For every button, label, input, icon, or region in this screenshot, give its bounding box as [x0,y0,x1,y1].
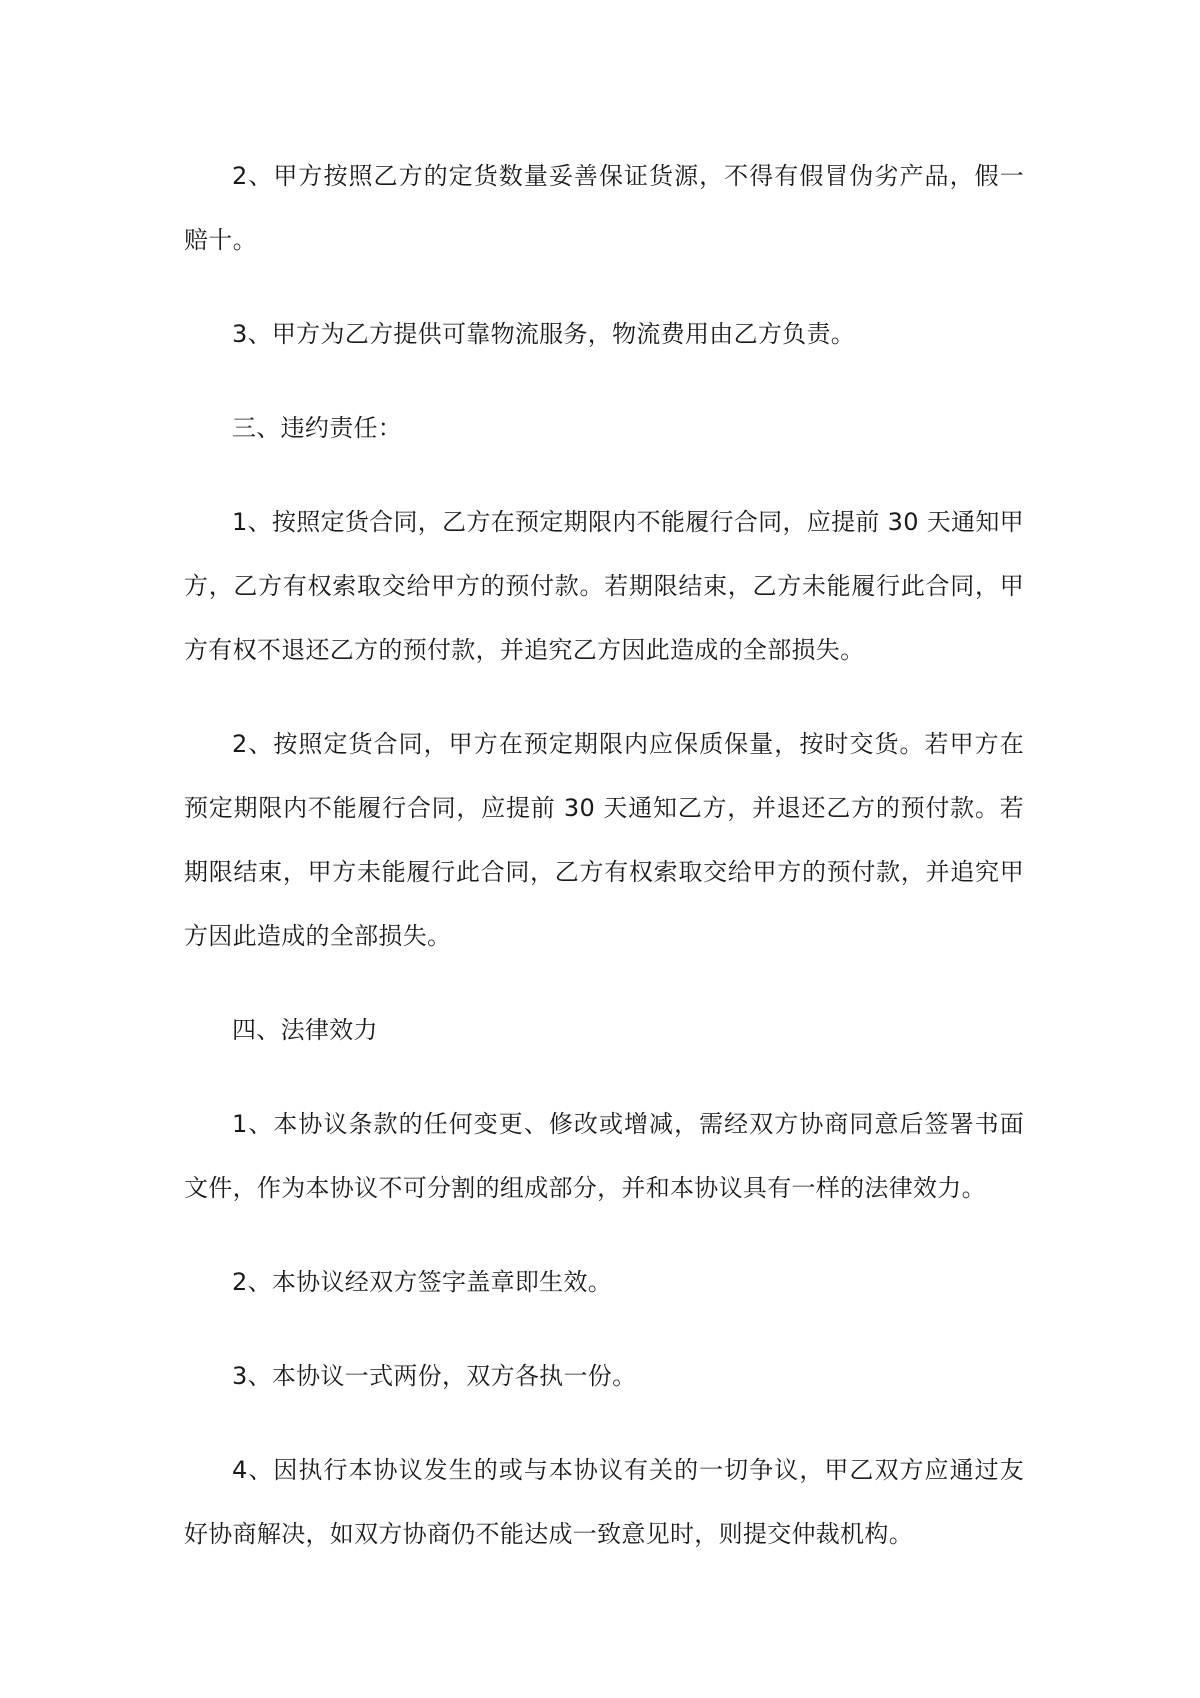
document-body [184,144,1024,1596]
section-heading-liability: 三、违约责任： [232,414,403,442]
clause-a2-goods-supply: 2、甲方按照乙方的定货数量妥善保证货源，不得有假冒伪劣产品，假一赔十。 [184,162,1024,254]
clause-legal-1: 1、本协议条款的任何变更、修改或增减，需经双方协商同意后签署书面文件，作为本协议不可分割的组成部分，并和本协议具有一样的法律效力。 [184,1110,1024,1202]
clause-liability-2: 2、按照定货合同，甲方在预定期限内应保质保量，按时交货。若甲方在预定期限内不能履行合同，应提前 30 天通知乙方，并退还乙方的预付款。若期限结束，甲方未能履行此合同，乙方有权索取交给甲方的预付款，并追究甲方因此造成的全部损失。 [184,730,1024,950]
clause-legal-2: 2、本协议经双方签字盖章即生效。 [232,1268,613,1296]
clause-liability-1: 1、按照定货合同，乙方在预定期限内不能履行合同，应提前 30 天通知甲方，乙方有权索取交给甲方的预付款。若期限结束，乙方未能履行此合同，甲方有权不退还乙方的预付款，并追究乙方因此造成的全部损失。 [184,508,1024,664]
section-heading-legal-effect: 四、法律效力 [232,1016,378,1044]
clause-legal-3: 3、本协议一式两份，双方各执一份。 [232,1362,637,1390]
clause-a3-logistics: 3、甲方为乙方提供可靠物流服务，物流费用由乙方负责。 [232,320,856,348]
clause-legal-4: 4、因执行本协议发生的或与本协议有关的一切争议，甲乙双方应通过友好协商解决，如双方协商仍不能达成一致意见时，则提交仲裁机构。 [184,1456,1024,1548]
